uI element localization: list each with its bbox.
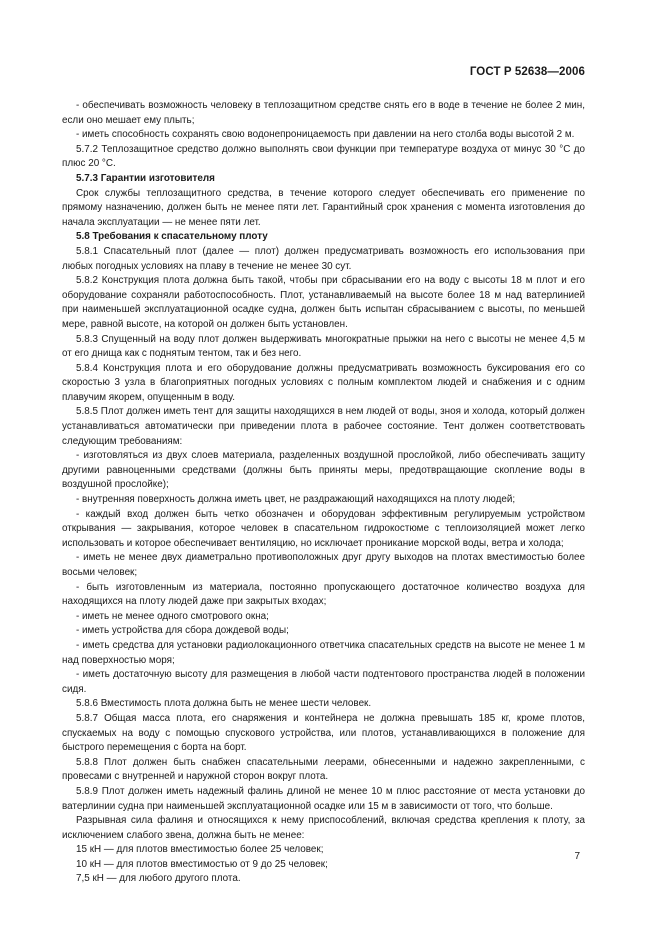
text-paragraph: 5.8.7 Общая масса плота, его снаряжения и контейнера не должна превышать 185 кг, кроме плотов, спускаемых на воду с помощью спускового устройства, или плотов, устанавливающихся в положение для быстрого перемещения с борта на борт. <box>62 712 585 754</box>
text-paragraph: 5.8.1 Спасательный плот (далее — плот) должен предусматривать возможность его использования при любых погодных условиях на плаву в течение не менее 30 сут. <box>62 245 585 272</box>
list-item: 15 кН — для плотов вместимостью более 25 человек; <box>76 844 324 856</box>
text-paragraph: 5.8.5 Плот должен иметь тент для защиты находящихся в нем людей от воды, зноя и холода, который должен устанавливаться автоматически при приведении плота в рабочее состояние. Тент должен соответствовать следующим требованиям: <box>62 406 585 447</box>
text-paragraph: 5.8.2 Конструкция плота должна быть такой, чтобы при сбрасывании его на воду с высоты 18 м плот и его оборудование сохраняли работоспособность. Плот, устанавливаемый на высоте более 18 м над ватерлинией при наименьшей эксплуатационной осадке судна, должен быть испытан сбрасыванием с высоты, по меньшей мере, равной высоте, на которой он должен быть установлен. <box>62 275 585 330</box>
list-item: - внутренняя поверхность должна иметь цвет, не раздражающий находящихся на плоту людей; <box>76 494 516 506</box>
list-item: - быть изготовленным из материала, постоянно пропускающего достаточное количество воздуха для находящихся на плоту людей даже при закрытых входах; <box>62 581 585 608</box>
text-paragraph: 5.8.9 Плот должен иметь надежный фалинь длиной не менее 10 м плюс расстояние от места установки до ватерлинии судна при наименьшей эксплуатационной осадке или 15 м в зависимости от того, что больше. <box>62 785 585 812</box>
list-item: 7,5 кН — для любого другого плота. <box>76 873 241 885</box>
list-item: - иметь не менее двух диаметрально противоположных друг другу выходов на плотах вместимостью более восьми человек; <box>62 552 585 578</box>
list-item: - каждый вход должен быть четко обозначен и оборудован эффективным регулируемым устройством открывания — закрывания, которое человек в спасательном гидрокостюме с теплоизоляцией может легко использовать и которое обеспечивает вентиляцию, но исключает проникание морской воды, ветра и холода; <box>62 508 585 549</box>
text-paragraph: Разрывная сила фалиня и относящихся к нему приспособлений, включая средства крепления к плоту, за исключением слабого звена, должна быть не менее: <box>62 815 585 841</box>
text-paragraph: 5.8.4 Конструкция плота и его оборудование должны предусматривать возможность буксирования его со скоростью 3 узла в благоприятных погодных условиях с полным комплектом людей и снабжения и с одним плавучим якорем, опущенным в воду. <box>62 362 585 403</box>
document-code-header: ГОСТ Р 52638—2006 <box>469 66 585 78</box>
text-paragraph: 5.8.6 Вместимость плота должна быть не менее шести человек. <box>76 698 372 710</box>
page-number: 7 <box>574 851 580 862</box>
text-paragraph: - иметь способность сохранять свою водонепроницаемость при давлении на него столба воды высотой 2 м. <box>76 129 575 141</box>
document-body <box>62 99 585 887</box>
text-paragraph: 5.7.2 Теплозащитное средство должно выполнять свои функции при температуре воздуха от минус 30 °С до плюс 20 °С. <box>62 143 585 170</box>
text-paragraph: Срок службы теплозащитного средства, в течение которого следует обеспечивать его применение по прямому назначению, должен быть не менее пяти лет. Гарантийный срок хранения с момента изготовления до начала эксплуатации — не менее пяти лет. <box>62 187 585 228</box>
text-paragraph: 5.8.3 Спущенный на воду плот должен выдерживать многократные прыжки на него с высоты не менее 4,5 м от его днища как с поднятым тентом, так и без него. <box>62 333 585 360</box>
list-item: - изготовляться из двух слоев материала, разделенных воздушной прослойкой, либо обеспечивать защиту другими равноценными средствами (должны быть приняты меры, предотвращающие скопление воды в воздушной прослойке); <box>62 450 585 491</box>
list-item: - иметь устройства для сбора дождевой воды; <box>76 625 289 637</box>
section-heading: 5.8 Требования к спасательному плоту <box>76 231 268 243</box>
list-item: - иметь не менее одного смотрового окна; <box>76 610 269 622</box>
text-paragraph: - обеспечивать возможность человеку в теплозащитном средстве снять его в воде в течение не более 2 мин, если оно мешает ему плыть; <box>62 100 585 126</box>
list-item: - иметь достаточную высоту для размещения в любой части подтентового пространства людей в положении сидя. <box>62 669 585 695</box>
list-item: - иметь средства для установки радиолокационного ответчика спасательных средств на высоте не менее 1 м над поверхностью моря; <box>62 639 585 666</box>
list-item: 10 кН — для плотов вместимостью от 9 до 25 человек; <box>76 858 328 870</box>
section-heading: 5.7.3 Гарантии изготовителя <box>76 172 215 184</box>
text-paragraph: 5.8.8 Плот должен быть снабжен спасательными леерами, обнесенными и надежно закрепленными, с провесами с внутренней и наружной сторон вокруг плота. <box>62 756 585 783</box>
